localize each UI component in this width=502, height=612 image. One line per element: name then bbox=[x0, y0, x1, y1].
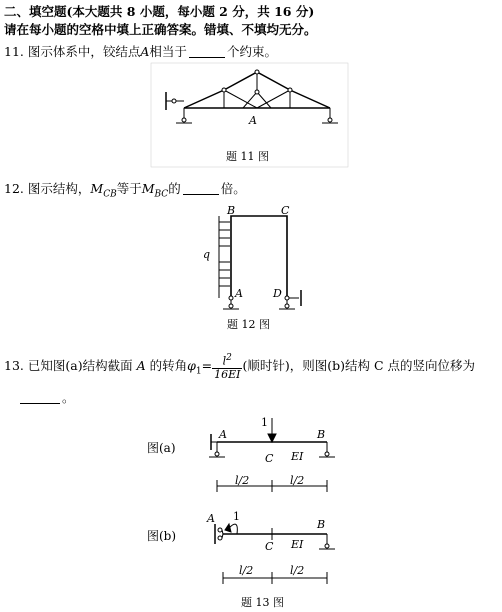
q13-fraction bbox=[212, 352, 242, 381]
q13-fig-b-moment: 1 bbox=[233, 510, 240, 523]
q12-label-C: C bbox=[281, 204, 290, 217]
q13-fig-a-C: C bbox=[265, 452, 274, 465]
q12-frame-figure bbox=[195, 202, 315, 336]
q12-label-B: B bbox=[227, 204, 236, 217]
q13-text-mid: 的转角 bbox=[149, 357, 188, 373]
q13-fig-b-dim-left: l/2 bbox=[239, 564, 254, 577]
q13-fig-a-load: 1 bbox=[261, 416, 268, 429]
question-12 bbox=[4, 179, 246, 200]
q13-phi-sub: 1 bbox=[195, 366, 202, 377]
q13-tail: 。 bbox=[62, 390, 75, 405]
q13-eq: = bbox=[201, 357, 213, 373]
q12-label-A: A bbox=[235, 287, 243, 300]
q13-figure-a bbox=[145, 412, 355, 502]
q12-label-q: q bbox=[203, 248, 211, 261]
q11-text-before: 图示体系中，铰结点 bbox=[27, 44, 141, 59]
q13-fig-a-label: 图(a) bbox=[147, 441, 176, 455]
q12-m2-sub: BC bbox=[154, 189, 169, 200]
q13-answer-blank[interactable] bbox=[20, 391, 60, 404]
q12-text-before: 图示结构， bbox=[27, 181, 91, 196]
q13-fig-b-A: A bbox=[207, 512, 215, 525]
q13-fig-a-dim-right: l/2 bbox=[290, 474, 305, 487]
q12-text-mid: 等于 bbox=[116, 181, 142, 196]
q13-phi: φ bbox=[187, 357, 196, 373]
q11-text-end: 个约束。 bbox=[226, 44, 277, 59]
q13-fig-a-A: A bbox=[219, 428, 227, 441]
q13-frac-den: 16EI bbox=[214, 367, 241, 381]
q12-number: 12. bbox=[4, 181, 24, 196]
q13-fig-a-dim-left: l/2 bbox=[235, 474, 250, 487]
section-instructions: 请在每小题的空格中填上正确答案。错填、不填均无分。 bbox=[4, 22, 317, 37]
q13-fig-b-dim-right: l/2 bbox=[290, 564, 305, 577]
q11-answer-blank[interactable] bbox=[189, 45, 225, 58]
q11-truss-figure bbox=[150, 62, 350, 170]
q13-fig-a-EI: EI bbox=[291, 450, 304, 463]
q12-answer-blank[interactable] bbox=[183, 182, 219, 195]
q12-m2: M bbox=[141, 181, 155, 196]
q13-frac-num: l bbox=[222, 354, 227, 368]
q13-point: A bbox=[136, 357, 146, 373]
q13-fig-b-EI: EI bbox=[291, 538, 304, 551]
q13-line2 bbox=[18, 388, 75, 406]
q12-m1-sub: CB bbox=[103, 189, 117, 200]
q13-caption: 题 13 图 bbox=[241, 596, 284, 609]
q13-figure-b bbox=[145, 508, 355, 612]
q13-fig-b-B: B bbox=[317, 518, 326, 531]
q13-number: 13. bbox=[4, 357, 24, 373]
section-heading: 二、填空题(本大题共 8 小题，每小题 2 分，共 16 分) bbox=[4, 4, 315, 19]
q13-text-after: (顺时针)，则图(b)结构 bbox=[242, 357, 370, 373]
q13-fig-a-B: B bbox=[317, 428, 326, 441]
q12-m1: M bbox=[90, 181, 104, 196]
q11-text-after: 相当于 bbox=[149, 44, 187, 59]
q11-number: 11. bbox=[4, 44, 24, 59]
q13-fig-b-C: C bbox=[265, 540, 274, 553]
q11-label-A: A bbox=[249, 114, 257, 127]
question-11 bbox=[4, 42, 277, 60]
q13-point2: C bbox=[373, 357, 384, 373]
q13-text-end: 点的竖向位移为 bbox=[387, 357, 476, 373]
q12-caption: 题 12 图 bbox=[227, 318, 270, 331]
q11-point: A bbox=[140, 44, 150, 59]
q12-text-end: 倍。 bbox=[220, 181, 246, 196]
q12-label-D: D bbox=[273, 287, 282, 300]
q11-caption: 题 11 图 bbox=[226, 150, 269, 163]
q12-text-after: 的 bbox=[168, 181, 181, 196]
q13-fig-b-label: 图(b) bbox=[147, 529, 177, 543]
q13-text-before: 已知图(a)结构截面 bbox=[27, 357, 133, 373]
question-13 bbox=[4, 352, 475, 381]
q13-frac-num-sup: 2 bbox=[226, 353, 232, 363]
